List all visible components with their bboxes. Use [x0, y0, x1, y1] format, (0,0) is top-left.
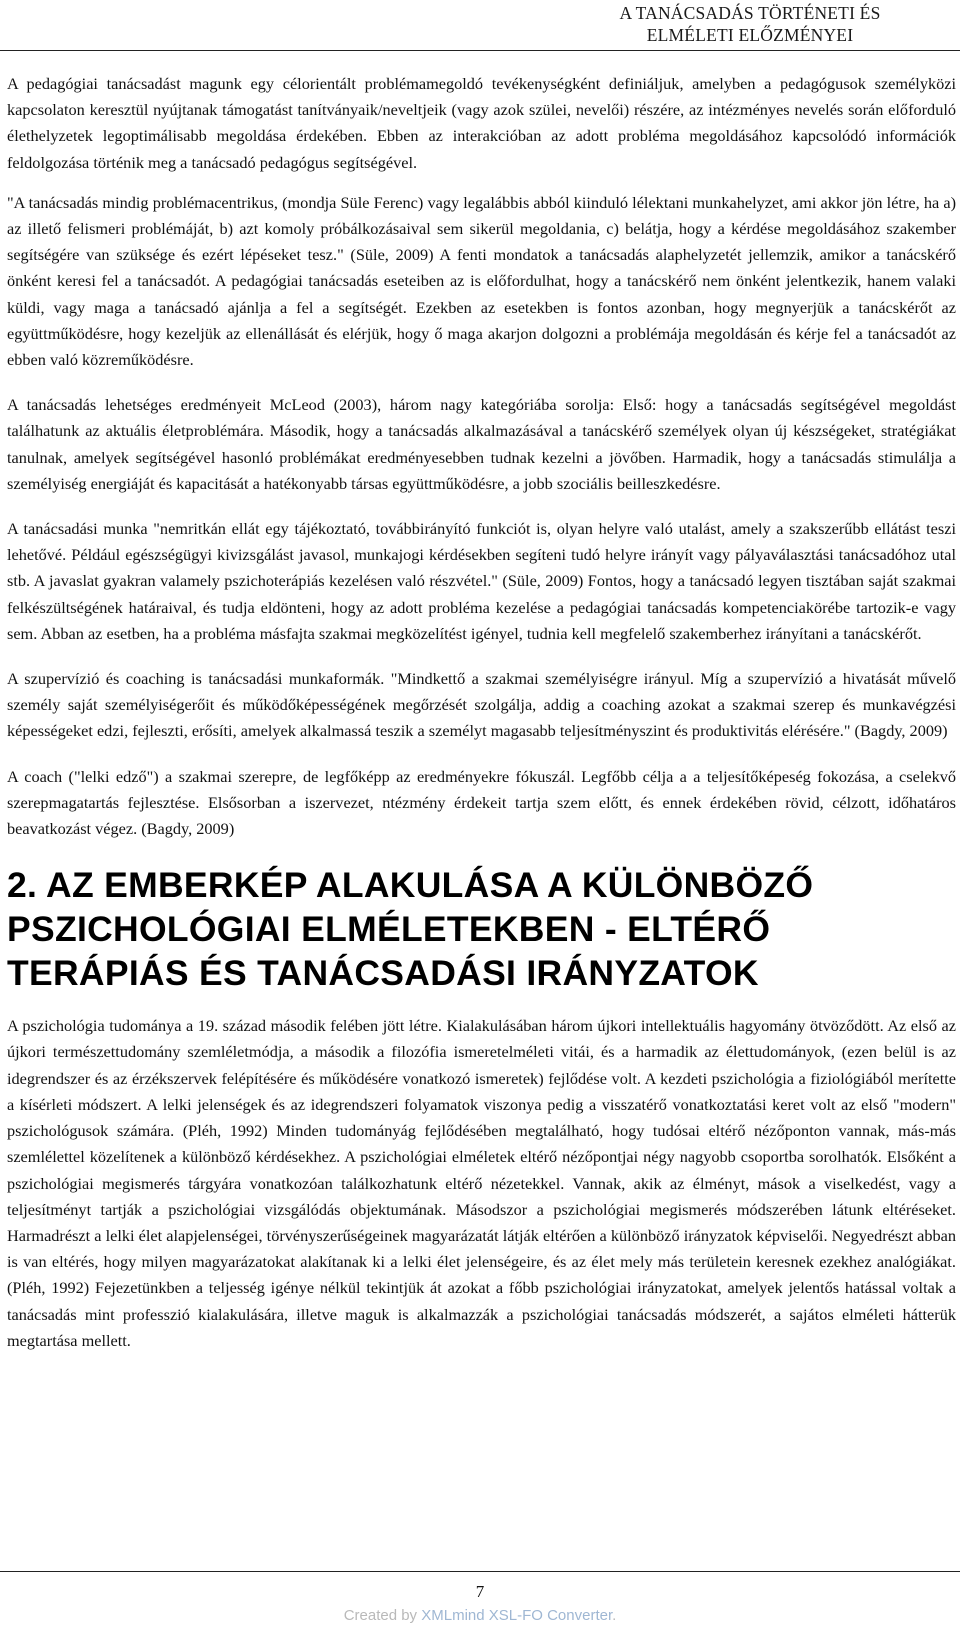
converter-credit [0, 1606, 960, 1626]
header-divider [0, 50, 960, 51]
paragraph-supervision-coaching: A szupervízió és coaching is tanácsadási munkaformák. "Mindkettő a szakmai személyiségre irányul. Míg a szupervízió a hivatását művelő személy saját személyiségerőit és működőképességének megőrzését szolgálja, addig a coaching azokat a szakmai szerep és munkavégzési képességeket edzi, fejleszti, erősíti, amelyek alkalmassá teszik a személyt magasabb teljesítményszint és produktivitás elérésére." (Bagdy, 2009) [7, 669, 956, 741]
footer-divider [0, 1571, 960, 1572]
paragraph-psychology-history: A pszichológia tudománya a 19. század második felében jött létre. Kialakulásában három újkori intellektuális hagyomány ötvöződött. Az első az újkori természettudomány szemléletmódja, a második a filozófia ismeretelméleti vitái, és a harmadik az élettudományok, (ezen belül is az idegrendszer és az érzékszervek felépítésére és működésére vonatkozó ismeretek) fejlődése volt. A kezdeti pszichológia a fiziológiából merítette a kísérleti módszert. A lelki jelenségek és az idegrendszeri folyamatok viszonya pedig a visszatérő vonatkoztatási keret volt az első "modern" pszichológusok számára. (Pléh, 1992) Minden tudományág fejlődésében megtalálható, hogy tudósai eltérő nézőponton vannak, más-más szemlélettel közelítenek a különböző kérdésekhez. A pszichológiai elméletek eltérő nézőpontjai négy nagyobb csoportba sorolhatók. Elsőként a pszichológiai megismerés tárgyára vonatkozóan találkozhatunk eltérő nézetekkel. Vannak, akik az élményt, mások a viselkedést, vagy a teljesítményt tartják a pszichológiai vizsgálódás objektumának. Másodszor a pszichológiai megismerés módszerében látunk eltéréseket. Harmadrészt a lelki élet alapjelenségei, törvényszerűségeinek magyarázatát látják eltérően a különböző irányzatok képviselői. Negyedrészt abban is van eltérés, hogy milyen magyarázatokat alakítanak ki a lelki élet jelenségeire, és az élet mely más területein keresnek ezekhez analógiákat. (Pléh, 1992) Fejezetünkben a teljesség igénye nélkül tekintjük át azokat a főbb pszichológiai irányzatokat, amelyek jelentős hatással voltak a tanácsadás mint professzió kialakulására, illetve maguk is alkalmazzák a pszichológiai tanácsadás módszerét, a sajátos elméleti hátterük megtartása mellett. [7, 1016, 956, 1350]
chapter-heading: 2. AZ EMBERKÉP ALAKULÁSA A KÜLÖNBÖZŐ PSZICHOLÓGIAI ELMÉLETEKBEN - ELTÉRŐ TERÁPIÁS ÉS TANÁCSADÁSI IRÁNYZATOK [7, 865, 814, 994]
credit-link[interactable]: XMLmind XSL-FO Converter [421, 1607, 613, 1624]
paragraph-coach: A coach ("lelki edző") a szakmai szerepre, de legfőképp az eredményekre fókuszál. Legfőbb célja a a teljesítőképeség fokozása, a cselekvő szerepmagatartás fejlesztése. Elsősorban a iszervezet, ntézmény érdekeit tartja szem előtt, és ennek érdekében rövid, célzott, időhatáros beavatkozást végez. (Bagdy, 2009) [7, 766, 956, 839]
paragraph-mcleod-outcomes: A tanácsadás lehetséges eredményeit McLeod (2003), három nagy kategóriába sorolja: Első: hogy a tanácsadás segítségével megoldást találhatunk az aktuális életproblémára. Második, hogy a tanácsadás alkalmazásával a tanácskérő személyek olyan új készségeket, stratégiákat tanulnak, amelyek segítségével hasonló problémákat eredményesebben tudnak kezelni a jövőben. Harmadik, hogy a tanácsadás stimulálja a személyiség energiáját és kapacitását a hatékonyabb társas együttműködésre, a jobb szociális beilleszkedésre. [7, 395, 956, 493]
page-number: 7 [475, 1582, 485, 1601]
page-content [7, 71, 956, 1373]
credit-prefix: Created by [343, 1607, 422, 1624]
paragraph-pedagogical-counseling: A pedagógiai tanácsadást magunk egy célorientált problémamegoldó tevékenységként definiáljuk, amelyben a pedagógusok személyközi kapcsolaton keresztül nyújtanak támogatást tanítványaik/neveltjeik (vagy azok szülei, nevelői) részére, az intézményes nevelés során előforduló élethelyzetek legoptimálisabb megoldása érdekében. Ebben az interakcióban az adott probléma megoldásához kapcsolódó információk feldolgozása történik meg a tanácsadó pedagógus segítségével. [7, 74, 956, 172]
running-header-line-1: A TANÁCSADÁS TÖRTÉNETI ÉS [619, 3, 881, 23]
credit-suffix: . [612, 1607, 617, 1624]
paragraph-sule-quote: "A tanácsadás mindig problémacentrikus, (mondja Süle Ferenc) vagy legalábbis abból kiinduló lélektani munkahelyzet, ami akkor jön létre, ha a) az illető felismeri problémáját, b) azt komoly próbálkozásaival sem sikerül megoldania, c) belátja, hogy a kérdése megoldásához szakember segítségére van szüksége és ezért lépéseket tesz." (Süle, 2009) A fenti mondatok a tanácsadás alaphelyzetét jellemzik, amikor a tanácskérő önként keresi fel a tanácsadót. A pedagógiai tanácsadás eseteiben az is előfordulhat, hogy a tanácskérő nem önként jelentkezik, hanem valaki küldi, vagy maga a tanácsadó ajánlja a fel a segítségét. Ezekben az esetekben is fontos azonban, hogy megnyerjük a tanácskérőt az együttműködésre, hogy kezeljük az ellenállását és elérjük, hogy ő maga akarjon dolgozni a problémája megoldásán és kérje fel a tanácsadót az ebben való közreműködésre. [7, 192, 956, 370]
paragraph-referral-function: A tanácsadási munka "nemritkán ellát egy tájékoztató, továbbirányító funkciót is, olyan helyre való utalást, amely a szakszerűbb ellátást teszi lehetővé. Például egészségügyi kivizsgálást javasol, munkajogi kérdésekben segíteni tudó helyre irányít vagy pályaválasztási tanácsadóhoz utal stb. A javaslat gyakran valamely pszichoterápiás kezelésen való részvétel." (Süle, 2009) Fontos, hogy a tanácsadó legyen tisztában saját szakmai felkészültségének határaival, és tudja eldönteni, hogy az adott probléma kezelése a pedagógiai tanácsadás kompetenciakörébe tartozik-e vagy sem. Abban az esetben, ha a probléma másfajta szakmai megközelítést igényel, tudnia kell megfelelő szakemberhez irányítani a tanácskérőt. [7, 519, 956, 643]
running-header-line-2: ELMÉLETI ELŐZMÉNYEI [646, 25, 854, 45]
running-header [540, 2, 960, 46]
